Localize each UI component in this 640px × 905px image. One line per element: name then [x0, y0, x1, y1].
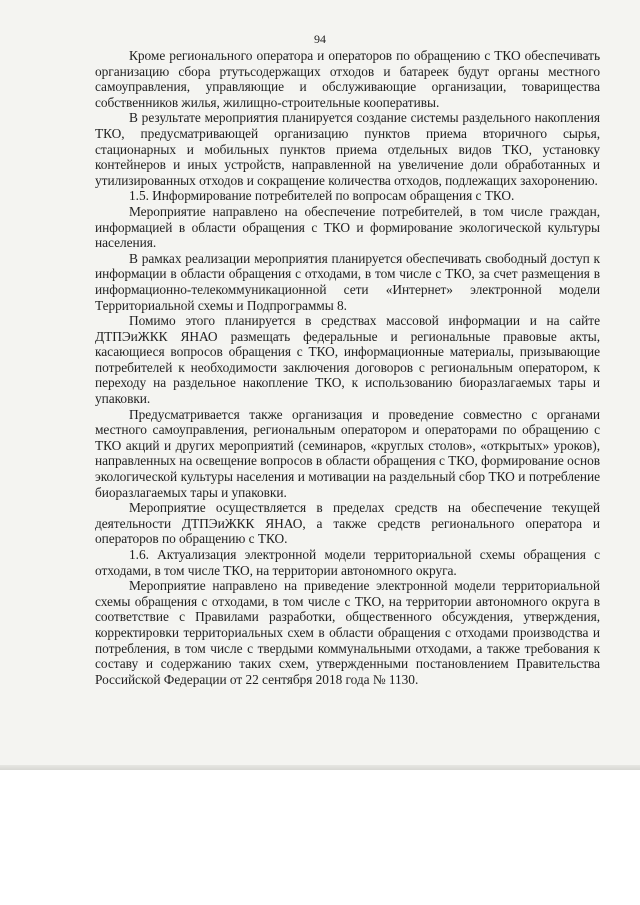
document-body	[95, 48, 600, 687]
scan-bottom-edge	[0, 765, 640, 770]
paragraph-collection-points: Кроме регионального оператора и операторов по обращению с ТКО обеспечивать организацию сбора ртутьсодержащих отходов и батареек будут органы местного самоуправления, управляющие и обслуживающие организации, товарищества собственников жилья, жилищно-строительные кооперативы.	[95, 48, 600, 110]
paragraph-separate-collection: В результате мероприятия планируется создание системы раздельного накопления ТКО, предусматривающей организацию пунктов приема вторичного сырья, стационарных и мобильных пунктов приема отдельных видов ТКО, установку контейнеров и иных устройств, направленной на увеличение доли обработанных и утилизированных отходов и сокращение количества отходов, подлежащих захоронению.	[95, 110, 600, 188]
paragraph-electronic-model: Мероприятие направлено на приведение электронной модели территориальной схемы обращения с отходами, в том числе с ТКО, на территории автономного округа в соответствие с Правилами разработки, общественного обсуждения, утверждения, корректировки территориальных схем в области обращения с отходами производства и потребления, в том числе с твердыми коммунальными отходами, а также требования к составу и содержанию таких схем, утвержденными постановлением Правительства Российской Федерации от 22 сентября 2018 года № 1130.	[95, 578, 600, 687]
section-heading-1-6: 1.6. Актуализация электронной модели территориальной схемы обращения с отходами, в том числе ТКО, на территории автономного округа.	[95, 547, 600, 578]
paragraph-free-access: В рамках реализации мероприятия планируется обеспечивать свободный доступ к информации в области обращения с отходами, в том числе с ТКО, за счет размещения в информационно-телекоммуникационной сети «Интернет» электронной модели Территориальной схемы и Подпрограммы 8.	[95, 250, 600, 313]
section-heading-1-5: 1.5. Информирование потребителей по вопросам обращения с ТКО.	[129, 188, 515, 204]
page-number: 94	[314, 32, 326, 46]
paragraph-joint-events: Предусматривается также организация и проведение совместно с органами местного самоуправления, региональным оператором и операторами по обращению с ТКО акций и других мероприятий (семинаров, «круглых столов», «открытых» уроков), направленных на освещение вопросов в области обращения с ТКО, формирование основ экологической культуры населения и мотивации на раздельный сбор ТКО и потребление биоразлагаемых тары и упаковки.	[95, 406, 600, 500]
paragraph-informing-consumers: Мероприятие направлено на обеспечение потребителей, в том числе граждан, информацией в области обращения с ТКО и формирование экологической культуры населения.	[95, 203, 600, 251]
paragraph-funding: Мероприятие осуществляется в пределах средств на обеспечение текущей деятельности ДТПЭиЖКК ЯНАО, а также средств регионального оператора и операторов по обращению с ТКО.	[95, 500, 600, 547]
paragraph-mass-media: Помимо этого планируется в средствах массовой информации и на сайте ДТПЭиЖКК ЯНАО размещать федеральные и региональные правовые акты, касающиеся вопросов обращения с ТКО, информационные материалы, призывающие потребителей к необходимости заключения договоров с региональным оператором, к переходу на раздельное накопление ТКО, к использованию биоразлагаемых тары и упаковки.	[95, 313, 600, 407]
